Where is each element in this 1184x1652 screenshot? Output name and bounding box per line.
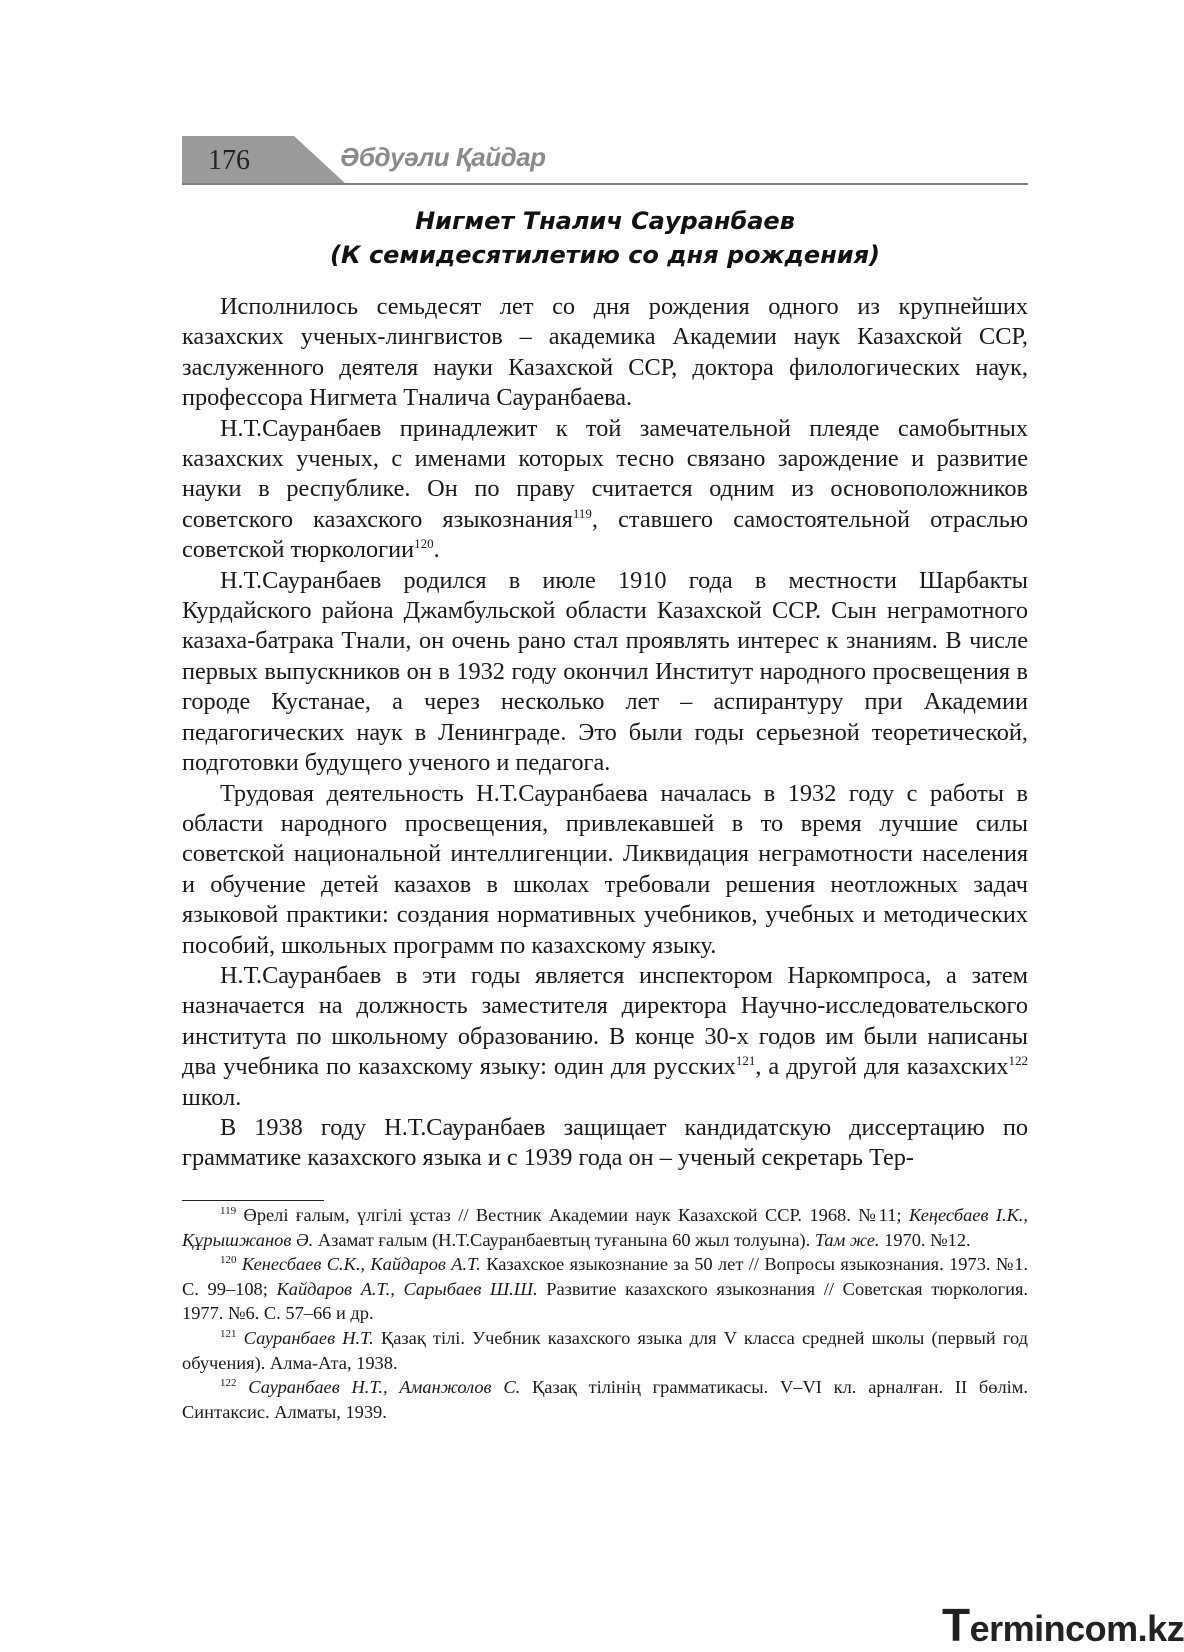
footnote-text: Қазақ тілінің грамматикасы. V–VI кл. арналған. II бөлім. Синтаксис. Алматы, 1939. <box>182 1377 1028 1422</box>
footnote-122 <box>182 1375 1028 1424</box>
footnote-text: Азамат ғалым (Н.Т.Сауранбаевтың туғанына 60 жыл толуына). <box>313 1229 815 1250</box>
page-number: 176 <box>208 145 250 176</box>
paragraph-5-text-a: Н.Т.Сауранбаев в эти годы является инспектором Наркомпроса, а затем назначается на должность заместителя директора Научно-исследовательского института по школьному образованию. В конце 30-х годов им были написаны два учебника по казахскому языку: один для русских <box>182 961 1028 1081</box>
paragraph-2 <box>182 414 1028 566</box>
footnote-authors: Сауранбаев Н.Т. <box>236 1327 374 1348</box>
paragraph-5 <box>182 961 1028 1113</box>
header-wedge-shape <box>276 136 346 184</box>
site-watermark <box>942 1598 1184 1652</box>
footnote-number: 122 <box>220 1377 237 1390</box>
title-line-2: (К семидесятилетию со дня рождения) <box>330 241 880 269</box>
footnote-authors: Кенесбаев С.К., Кайдаров А.Т. <box>236 1254 481 1275</box>
author-name: Әбдуәли Қайдар <box>340 142 546 172</box>
header-rule <box>182 183 1028 185</box>
watermark-text: ermincom.kz <box>969 1608 1184 1649</box>
paragraph-5-text-c: школ. <box>182 1083 242 1111</box>
footnote-ref-122[interactable]: 122 <box>1008 1053 1028 1069</box>
article-title <box>182 204 1028 272</box>
footnote-ref-120[interactable]: 120 <box>414 536 434 552</box>
footnote-119 <box>182 1203 1028 1252</box>
footnotes <box>182 1203 1028 1424</box>
footnote-text: 1970. №12. <box>879 1229 971 1250</box>
watermark-initial: T <box>942 1599 970 1651</box>
footnote-ibid: Там же. <box>814 1229 880 1250</box>
footnote-text: Казахское языкознание за 50 лет // Вопросы языкознания. 1973. №1. С. 99–108; <box>182 1254 1029 1299</box>
article-body <box>182 292 1028 1174</box>
paragraph-2-text-a: Н.Т.Сауранбаев принадлежит к той замечательной плеяде самобытных казахских ученых, с именами которых тесно связано зарождение и развитие науки в республике. Он по праву считается одним из основоположников советского казахского языкознания <box>182 414 1028 533</box>
footnote-separator <box>182 1200 324 1201</box>
paragraph-3: Н.Т.Сауранбаев родился в июле 1910 года в местности Шарбакты Курдайского района Джамбульской области Казахской ССР. Сын неграмотного казаха-батрака Тнали, он очень рано стал проявлять интерес к знаниям. В числе первых выпускников он в 1932 году окончил Институт народного просвещения в городе Кустанае, а через несколько лет – аспирантуру при Академии педагогических наук в Ленинграде. Это были годы серьезной теоретической, подготовки будущего ученого и педагога. <box>182 566 1028 777</box>
paragraph-4: Трудовая деятельность Н.Т.Сауранбаева началась в 1932 году с работы в области народного просвещения, привлекавшей в то время лучшие силы советской национальной интеллигенции. Ликвидация неграмотности населения и обучение детей казахов в школах требовали решения неотложных задач языковой практики: создания нормативных учебников, учебных и методических пособий, школьных программ по казахскому языку. <box>182 779 1028 959</box>
paragraph-6: В 1938 году Н.Т.Сауранбаев защищает кандидатскую диссертацию по грамматике казахского языка и с 1939 года он – ученый секретарь Тер- <box>182 1113 1028 1172</box>
running-header <box>182 136 1028 188</box>
footnote-text: Өрелі ғалым, үлгілі ұстаз // Вестник Академии наук Казахской ССР. 1968. №11; <box>236 1205 909 1225</box>
footnote-text: Развитие казахского языкознания // Советская тюркология. 1977. №6. С. 57–66 и др. <box>182 1278 1029 1324</box>
footnote-text: Қазақ тілі. Учебник казахского языка для V класса средней школы (первый год обучения). Алма-Ата, 1938. <box>182 1327 1028 1373</box>
paragraph-1: Исполнилось семьдесят лет со дня рождения одного из крупнейших казахских ученых-лингвистов – академика Академии наук Казахской ССР, заслуженного деятеля науки Казахской ССР, доктора филологических наук, профессора Нигмета Тналича Сауранбаева. <box>182 293 1028 412</box>
paragraph-5-text-b: , а другой для казахских <box>755 1053 1009 1081</box>
footnote-ref-119[interactable]: 119 <box>572 505 592 521</box>
footnote-number: 121 <box>220 1327 237 1340</box>
paragraph-2-text-b: , ставшего самостоятельной отраслью советской тюркологии <box>182 505 1028 564</box>
footnote-number: 119 <box>220 1205 237 1217</box>
footnote-authors: Кеңесбаев І.К., Құрышжанов Ә. <box>182 1205 1028 1250</box>
footnote-ref-121[interactable]: 121 <box>735 1053 756 1069</box>
paragraph-2-text-c: . <box>433 536 440 564</box>
footnote-121 <box>182 1326 1028 1375</box>
footnote-120 <box>182 1252 1028 1326</box>
footnote-authors: Сауранбаев Н.Т., Аманжолов С. <box>236 1377 521 1398</box>
footnote-authors: Кайдаров А.Т., Сарыбаев Ш.Ш. <box>276 1278 538 1299</box>
title-line-1: Нигмет Тналич Сауранбаев <box>415 207 795 235</box>
footnote-number: 120 <box>220 1254 237 1267</box>
